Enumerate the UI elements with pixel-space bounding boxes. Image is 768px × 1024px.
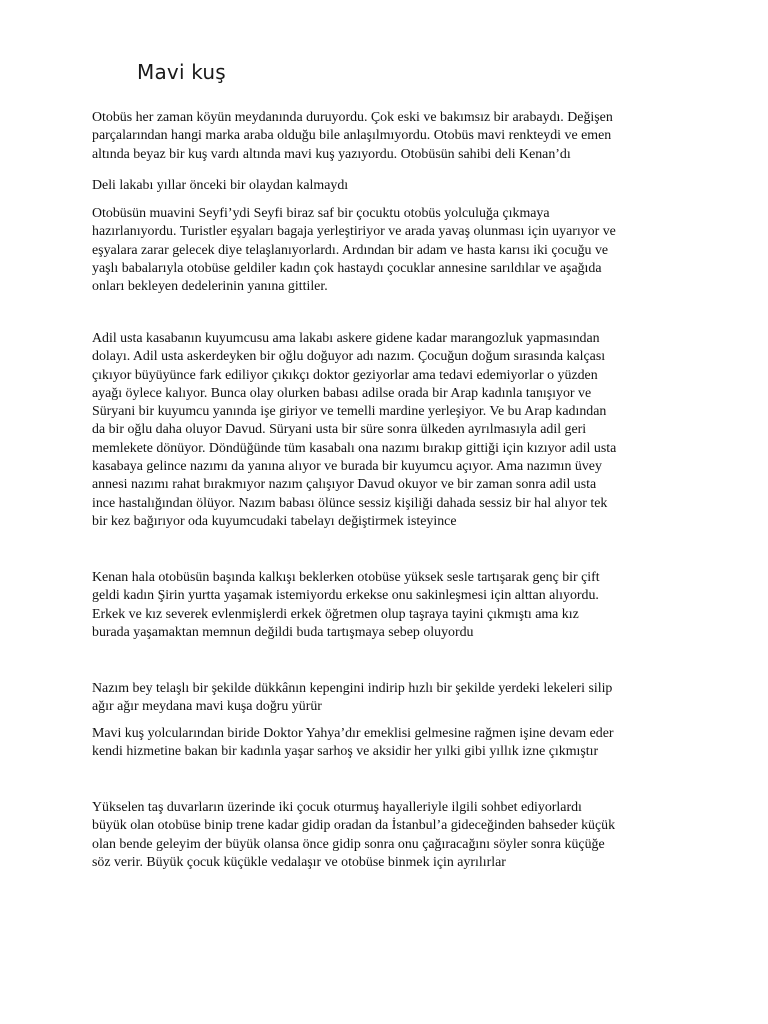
text-line: Süryani bir kuyumcu yanında işe giriyor ve temelli mardine yerleşiyor. Ve bu Arap kadından [92,404,607,420]
text-line: burada yaşamaktan memnun değildi buda tartışmaya sebep oluyordu [92,624,474,640]
text-line: büyük olan otobüse binip trene kadar gidip oradan da İstanbul’a gideceğinden bahseder küçük [92,818,616,834]
text-line: Kenan hala otobüsün başında kalkışı beklerken otobüse yüksek sesle tartışarak genç bir çift [92,570,600,585]
text-line: Deli lakabı yıllar önceki bir olaydan kalmaydı [92,178,349,193]
document-title: Mavi kuş [137,60,226,84]
text-line: memlekete dönüyor. Döndüğünde tüm kasabalı ona nazımı bırakıp gittiği için kızıyor adil usta [92,440,617,456]
text-line: söz verir. Büyük çocuk küçükle vedalaşır ve otobüse binmek için ayrılırlar [92,854,506,870]
text-line: Adil usta kasabanın kuyumcusu ama lakabı askere gidene kadar marangozluk yapmasından [92,331,600,346]
text-line: Nazım bey telaşlı bir şekilde dükkânın kepengini indirip hızlı bir şekilde yerdeki lekeleri silip [92,681,613,696]
text-line: kendi hizmetine bakan bir kadınla yaşar sarhoş ve aksidir her yılki gibi yıllık izne çıkmıştır [92,744,599,760]
text-line: altında beyaz bir kuş vardı altında mavi kuş yazıyordu. Otobüsün sahibi deli Kenan’dı [92,146,571,162]
text-line: geldi kadın Şirin yurtta yaşamak istemiyordu erkekse onu sakinleşmesi için alttan alıyordu. [92,588,599,604]
text-line: ince hastalığından ölüyor. Nazım babası ölünce sessiz kişiliği dahada sessiz bir hal alıyor tek [92,495,608,511]
text-line: Otobüsün muavini Seyfi’ydi Seyfi biraz saf bir çocuktu otobüs yolculuğa çıkmaya [92,206,550,221]
paragraph-2 [92,177,348,195]
text-line: Otobüs her zaman köyün meydanında duruyordu. Çok eski ve bakımsız bir arabaydı. Değişen [92,110,613,125]
text-line: ağır ağır meydana mavi kuşa doğru yürür [92,699,322,715]
text-line: onları bekleyen dedelerinin yanına gittiler. [92,279,328,295]
text-line: da bir oğlu daha oluyor Davud. Süryani usta bir süre sonra ülkeden ayrılmasıyla adil geri [92,422,587,438]
paragraph-5 [92,569,600,642]
text-line: yaşlı babalarıyla otobüse geldiler kadın çok hastaydı çocuklar annesine sarıldılar ve aşağıda [92,260,602,276]
paragraph-6 [92,680,612,717]
paragraph-3 [92,205,616,296]
text-line: Mavi kuş yolcularından biride Doktor Yahya’dır emeklisi gelmesine rağmen işine devam eder [92,726,614,741]
text-line: annesi nazımı rahat bırakmıyor nazım çalışıyor Davud okuyor ve bir zaman sonra adil usta [92,477,597,493]
text-line: olan bende geleyim der büyük olansa önce gidip sonra onu çağıracağını söyler sonra küçüğe [92,836,605,852]
paragraph-1 [92,109,613,164]
text-line: kasabaya gelince nazımı da yanına alıyor ve burada bir kuyumcu açıyor. Ama nazımın üvey [92,459,602,475]
text-line: çıkıyor büyüyünce fark ediliyor çıkıkçı doktor geziyorlar ama tedavi edemiyorlar o yüzden [92,367,598,383]
text-line: hazırlanıyordu. Turistler eşyaları bagaja yerleştiriyor ve arada yavaş olunması için uyarıyor ve [92,224,616,240]
text-line: dolayı. Adil usta askerdeyken bir oğlu doğuyor adı nazım. Çocuğun doğum sırasında kalçası [92,349,606,365]
text-line: eşyalara zarar gelecek diye telaşlanıyorlardı. Ardından bir adam ve hasta karısı iki çocuğu ve [92,242,609,258]
paragraph-8 [92,799,615,872]
text-line: Erkek ve kız severek evlenmişlerdi erkek öğretmen olup taşraya tayini çıkmıştı ama kız [92,606,579,622]
text-line: Yükselen taş duvarların üzerinde iki çocuk oturmuş hayalleriyle ilgili sohbet ediyorlardı [92,800,582,815]
text-line: ayağı öylece kalıyor. Bunca olay olurken babası adilse orada bir Arap kadınla tanışıyor ve [92,385,592,401]
paragraph-4 [92,330,616,531]
text-line: parçalarından hangi marka araba olduğu bile anlaşılmıyordu. Otobüs mavi renkteydi ve emen [92,128,612,144]
text-line: bir kez bağırıyor oda kuyumcudaki tabelayı değiştirmek isteyince [92,513,457,529]
paragraph-7 [92,725,614,762]
